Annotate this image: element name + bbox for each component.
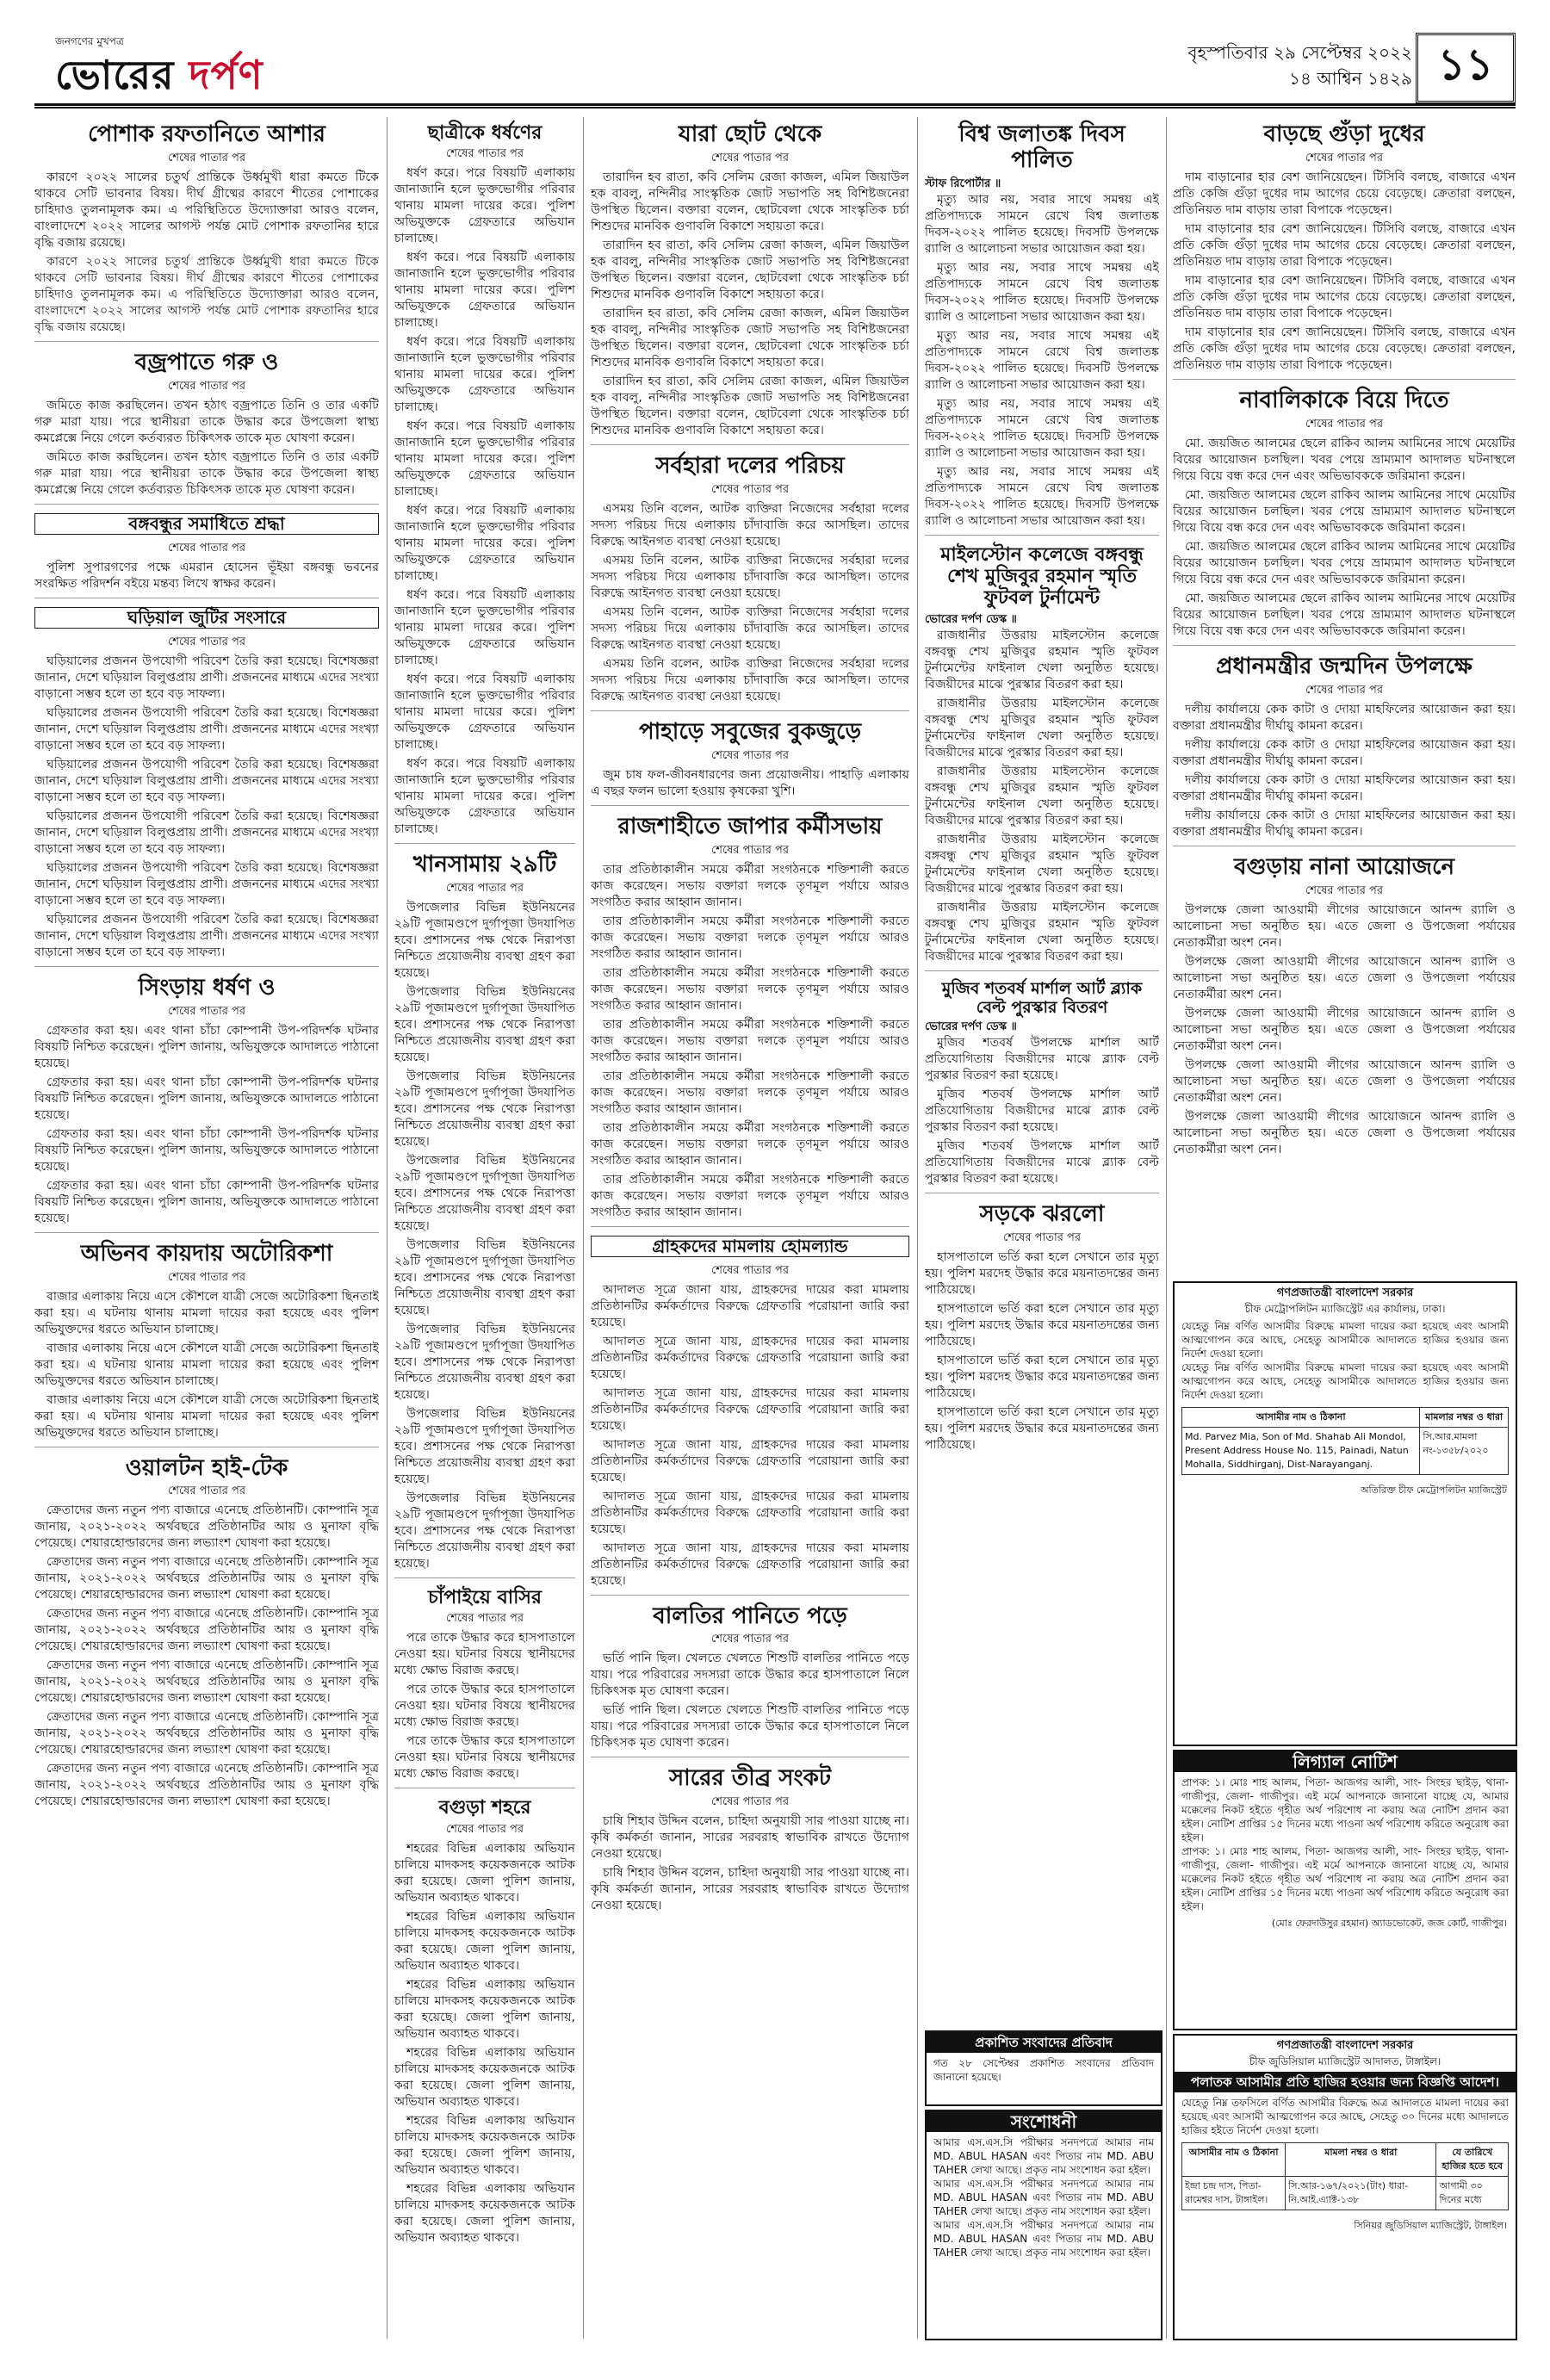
story-body-filler: হাসপাতালে ভর্তি করা হলে সেখানে তার মৃত্যু হয়। পুলিশ মরদেহ উদ্ধার করে ময়নাতদন্তের জন্য পাঠিয়েছে। <box>925 1405 1159 1453</box>
continued-label: শেষের পাতার পর <box>167 379 246 393</box>
column-3 <box>591 117 909 2339</box>
story-body-filler: আদালত সূত্রে জানা যায়, গ্রাহকদের দায়ের করা মামলায় প্রতিষ্ঠানটির কর্মকর্তাদের বিরুদ্ধে গ্রেফতারি পরোয়ানা জারি করা হয়েছে। <box>591 1489 909 1536</box>
headline: নাবালিকাকে বিয়ে দিতে <box>1239 387 1449 413</box>
continued-label: শেষের পাতার পর <box>167 1484 246 1498</box>
story <box>591 444 909 705</box>
story-body-filler: ঘড়িয়ালের প্রজনন উপযোগী পরিবেশ তৈরি করা হয়েছে। বিশেষজ্ঞরা জানান, দেশে ঘড়িয়াল বিলুপ্তপ্রায় প্রাণী। প্রজননের মাধ্যমে এদের সংখ্যা বাড়ানো সম্ভব হলে তা হবে বড় সাফল্য। <box>34 757 379 804</box>
story-body-filler: মো. জয়জিত আলমের ছেলে রাকিব আলম আমিনের সাথে মেয়েটির বিয়ের আয়োজন চলছিল। খবর পেয়ে ভ্রাম্যমাণ আদালত ঘটনাস্থলে গিয়ে বিয়ে বন্ধ করে দেন এবং অভিভাবককে জরিমানা করেন। <box>1173 591 1516 638</box>
story-body-filler: গ্রেফতার করা হয়। এবং থানা চাঁচা কোম্পানী উপ-পরিদর্শক ঘটনার বিষয়টি নিশ্চিত করেছেন। পুলিশ জানায়, অভিযুক্তকে আদালতে পাঠানো হয়েছে। <box>34 1126 379 1174</box>
continued-label: শেষের পাতার পর <box>167 1004 246 1018</box>
column-divider <box>387 117 388 2339</box>
continued-label: শেষের পাতার পর <box>445 882 524 896</box>
ad-govt-title: গণপ্রজাতন্ত্রী বাংলাদেশ সরকার <box>1276 1286 1414 1299</box>
continued-label: শেষের পাতার পর <box>167 541 246 555</box>
story-body-filler: উপজেলার বিভিন্ন ইউনিয়নের ২৯টি পূজামণ্ডপে দুর্গাপূজা উদযাপিত হবে। প্রশাসনের পক্ষ থেকে নিরাপত্তা নিশ্চিতে প্রয়োজনীয় ব্যবস্থা গ্রহণ করা হয়েছে। <box>394 1238 575 1318</box>
ad-body: যেহেতু নিম্ন তফসিলে বর্ণিত আসামীর বিরুদ্ধে অত্র আদালতে মামলা দায়ের করা হয়েছে এবং আসামী আত্মগোপন করে আছে, সেহেতু ৩০ দিনের মধ্যে আদালতে হাজির হইতে নির্দেশ দেওয়া হলো। <box>1181 2097 1509 2136</box>
continued-label: শেষের পাতার পর <box>710 482 790 496</box>
story-body-filler: ঘড়িয়ালের প্রজনন উপযোগী পরিবেশ তৈরি করা হয়েছে। বিশেষজ্ঞরা জানান, দেশে ঘড়িয়াল বিলুপ্তপ্রায় প্রাণী। প্রজননের মাধ্যমে এদের সংখ্যা বাড়ানো সম্ভব হলে তা হবে বড় সাফল্য। <box>34 912 379 959</box>
story-body-filler: তার প্রতিষ্ঠাকালীন সময়ে কর্মীরা সংগঠনকে শক্তিশালী করতে কাজ করেছেন। সভায় বক্তারা দলকে তৃণমূল পর্যায়ে আরও সংগঠিত করার আহ্বান জানান। <box>591 1069 909 1116</box>
story <box>591 805 909 1221</box>
story-body: ক্রেতাদের জন্য নতুন পণ্য বাজারে এনেছে প্রতিষ্ঠানটি। কোম্পানি সূত্র জানায়, ২০২১-২০২২ অর্থবছরে প্রতিষ্ঠানটির আয় ও মুনাফা বৃদ্ধি পেয়েছে। শেয়ারহোল্ডারদের জন্য লভ্যাংশ ঘোষণা করা হয়েছে। <box>34 1503 379 1551</box>
table-header-row <box>1182 2143 1509 2177</box>
table-header: মামলার নম্বর ও ধারা <box>1420 1408 1509 1428</box>
story-body-filler: ধর্ষণ করে। পরে বিষয়টি এলাকায় জানাজানি হলে ভুক্তভোগীর পরিবার থানায় মামলা দায়ের করে। পুলিশ অভিযুক্তকে গ্রেফতারে অভিযান চালাচ্ছে। <box>394 335 575 415</box>
story-body-filler: ঘড়িয়ালের প্রজনন উপযোগী পরিবেশ তৈরি করা হয়েছে। বিশেষজ্ঞরা জানান, দেশে ঘড়িয়াল বিলুপ্তপ্রায় প্রাণী। প্রজননের মাধ্যমে এদের সংখ্যা বাড়ানো সম্ভব হলে তা হবে বড় সাফল্য। <box>34 809 379 856</box>
story-body: জুম চাষ ফল-জীবনধারণের জন্য প্রয়োজনীয়। পাহাড়ি এলাকায় এ বছর ফলন ভালো হওয়ায় কৃষকেরা খুশি। <box>591 767 909 798</box>
story-body-filler: মুজিব শতবর্ষ উপলক্ষে মার্শাল আর্ট প্রতিযোগিতায় বিজয়ীদের মাঝে ব্ল্যাক বেল্ট পুরস্কার বিতরণ করা হয়েছে। <box>925 1139 1159 1187</box>
story-body-filler: ক্রেতাদের জন্য নতুন পণ্য বাজারে এনেছে প্রতিষ্ঠানটি। কোম্পানি সূত্র জানায়, ২০২১-২০২২ অর্থবছরে প্রতিষ্ঠানটির আয় ও মুনাফা বৃদ্ধি পেয়েছে। শেয়ারহোল্ডারদের জন্য লভ্যাংশ ঘোষণা করা হয়েছে। <box>34 1607 379 1654</box>
headline: মাইলস্টোন কলেজে বঙ্গবন্ধু শেখ মুজিবুর রহমান স্মৃতি ফুটবল টুর্নামেন্ট <box>940 542 1144 610</box>
story-body-filler: উপজেলার বিভিন্ন ইউনিয়নের ২৯টি পূজামণ্ডপে দুর্গাপূজা উদযাপিত হবে। প্রশাসনের পক্ষ থেকে নিরাপত্তা নিশ্চিতে প্রয়োজনীয় ব্যবস্থা গ্রহণ করা হয়েছে। <box>394 1069 575 1150</box>
masthead <box>34 33 1516 106</box>
byline: ভোরের দর্পণ ডেস্ক ॥ <box>925 1020 1017 1034</box>
headline: সিংড়ায় ধর্ষণ ও <box>138 974 276 1001</box>
boxed-headline: ঘড়িয়াল জুটির সংসারে <box>34 607 379 629</box>
accused-table <box>1181 2142 1509 2210</box>
story-body: ঘড়িয়ালের প্রজনন উপযোগী পরিবেশ তৈরি করা হয়েছে। বিশেষজ্ঞরা জানান, দেশে ঘড়িয়াল বিলুপ্তপ্রায় প্রাণী। প্রজননের মাধ্যমে এদের সংখ্যা বাড়ানো সম্ভব হলে তা হবে বড় সাফল্য। <box>34 654 379 701</box>
masthead-rule <box>34 107 1516 108</box>
logo-name-a: ভোরের <box>55 52 189 98</box>
correction-notice-ad <box>925 2110 1162 2340</box>
story-body-filler: এসময় তিনি বলেন, আটক ব্যক্তিরা নিজেদের সর্বহারা দলের সদস্য পরিচয় দিয়ে এলাকায় চাঁদাবাজি করে আসছিল। তাদের বিরুদ্ধে আইনগত ব্যবস্থা নেওয়া হয়েছে। <box>591 553 909 600</box>
continued-label: শেষের পাতার পর <box>167 151 246 164</box>
story <box>34 966 379 1227</box>
story-body-filler: উপজেলার বিভিন্ন ইউনিয়নের ২৯টি পূজামণ্ডপে দুর্গাপূজা উদযাপিত হবে। প্রশাসনের পক্ষ থেকে নিরাপত্তা নিশ্চিতে প্রয়োজনীয় ব্যবস্থা গ্রহণ করা হয়েছে। <box>394 1154 575 1234</box>
byline: স্টাফ রিপোর্টার ॥ <box>925 177 1001 190</box>
story-body-filler: দাম বাড়ানোর হার বেশ জানিয়েছেন। টিসিবি বলছে, বাজারে এখন প্রতি কেজি গুঁড়া দুধের দাম আগের চেয়ে বেড়েছে। ক্রেতারা বলছেন, প্রতিনিয়ত দাম বাড়ায় তারা বিপাকে পড়েছেন। <box>1173 221 1516 269</box>
story-body: হাসপাতালে ভর্তি করা হলে সেখানে তার মৃত্যু হয়। পুলিশ মরদেহ উদ্ধার করে ময়নাতদন্তের জন্য পাঠিয়েছে। <box>925 1250 1159 1298</box>
story-body: উপলক্ষে জেলা আওয়ামী লীগের আয়োজনে আনন্দ র‌্যালি ও আলোচনা সভা অনুষ্ঠিত হয়। এতে জেলা ও উপজেলা পর্যায়ের নেতাকর্মীরা অংশ নেন। <box>1173 902 1516 950</box>
continued-label: শেষের পাতার পর <box>710 1795 790 1809</box>
headline: বিশ্ব জলাতঙ্ক দিবস পালিত <box>958 121 1125 173</box>
headline: বগুড়া শহরে <box>438 1796 531 1819</box>
court-notice-ad <box>1173 1281 1517 1746</box>
date-gregorian: বৃহস্পতিবার ২৯ সেপ্টেম্বর ২০২২ <box>1187 42 1412 63</box>
legal-notice-ad <box>1173 1750 1517 2030</box>
story-body: আদালত সূত্রে জানা যায়, গ্রাহকদের দায়ের করা মামলায় প্রতিষ্ঠানটির কর্মকর্তাদের বিরুদ্ধে গ্রেফতারি পরোয়ানা জারি করা হয়েছে। <box>591 1282 909 1329</box>
story <box>925 1193 1159 1453</box>
story-body: মুজিব শতবর্ষ উপলক্ষে মার্শাল আর্ট প্রতিযোগিতায় বিজয়ীদের মাঝে ব্ল্যাক বেল্ট পুরস্কার বিতরণ করা হয়েছে। <box>925 1036 1159 1083</box>
headline: পাহাড়ে সবুজের বুকজুড়ে <box>638 718 862 745</box>
story-body-filler: ধর্ষণ করে। পরে বিষয়টি এলাকায় জানাজানি হলে ভুক্তভোগীর পরিবার থানায় মামলা দায়ের করে। পুলিশ অভিযুক্তকে গ্রেফতারে অভিযান চালাচ্ছে। <box>394 588 575 668</box>
story-body-filler: মো. জয়জিত আলমের ছেলে রাকিব আলম আমিনের সাথে মেয়েটির বিয়ের আয়োজন চলছিল। খবর পেয়ে ভ্রাম্যমাণ আদালত ঘটনাস্থলে গিয়ে বিয়ে বন্ধ করে দেন এবং অভিভাবককে জরিমানা করেন। <box>1173 487 1516 535</box>
headline: বগুড়ায় নানা আয়োজনে <box>1233 853 1455 880</box>
byline: ভোরের দর্পণ ডেস্ক ॥ <box>925 612 1017 626</box>
story-body-filler: মো. জয়জিত আলমের ছেলে রাকিব আলম আমিনের সাথে মেয়েটির বিয়ের আয়োজন চলছিল। খবর পেয়ে ভ্রাম্যমাণ আদালত ঘটনাস্থলে গিয়ে বিয়ে বন্ধ করে দেন এবং অভিভাবককে জরিমানা করেন। <box>1173 539 1516 586</box>
newspaper-logo <box>55 34 264 98</box>
table-cell: সি.আর.মামলা নং-১৩৫৮/২০২০ <box>1420 1428 1509 1475</box>
headline: রাজশাহীতে জাপার কর্মীসভায় <box>617 813 883 840</box>
continued-label: শেষের পাতার পর <box>1305 883 1384 897</box>
story-body-filler: তার প্রতিষ্ঠাকালীন সময়ে কর্মীরা সংগঠনকে শক্তিশালী করতে কাজ করেছেন। সভায় বক্তারা দলকে তৃণমূল পর্যায়ে আরও সংগঠিত করার আহ্বান জানান। <box>591 965 909 1013</box>
story <box>34 504 379 592</box>
headline: খানসামায় ২৯টি <box>412 852 557 878</box>
story-body: গ্রেফতার করা হয়। এবং থানা চাঁচা কোম্পানী উপ-পরিদর্শক ঘটনার বিষয়টি নিশ্চিত করেছেন। পুলিশ জানায়, অভিযুক্তকে আদালতে পাঠানো হয়েছে। <box>34 1023 379 1070</box>
headline: মুজিব শতবর্ষ মার্শাল আর্ট ব্ল্যাক বেল্ট পুরস্কার বিতরণ <box>941 978 1143 1017</box>
story-body-filler: দলীয় কার্যালয়ে কেক কাটা ও দোয়া মাহফিলের আয়োজন করা হয়। বক্তারা প্রধানমন্ত্রীর দীর্ঘায়ু কামনা করেন। <box>1173 808 1516 839</box>
story <box>394 1577 575 1782</box>
story-body-filler: গ্রেফতার করা হয়। এবং থানা চাঁচা কোম্পানী উপ-পরিদর্শক ঘটনার বিষয়টি নিশ্চিত করেছেন। পুলিশ জানায়, অভিযুক্তকে আদালতে পাঠানো হয়েছে। <box>34 1178 379 1225</box>
story <box>394 843 575 1572</box>
headline: বালতির পানিতে পড়ে <box>653 1602 847 1629</box>
story-body-filler: রাজধানীর উত্তরায় মাইলস্টোন কলেজে বঙ্গবন্ধু শেখ মুজিবুর রহমান স্মৃতি ফুটবল টুর্নামেন্টের ফাইনাল খেলা অনুষ্ঠিত হয়েছে। বিজয়ীদের মাঝে পুরস্কার বিতরণ করা হয়। <box>925 764 1159 827</box>
story-body-filler: ঘড়িয়ালের প্রজনন উপযোগী পরিবেশ তৈরি করা হয়েছে। বিশেষজ্ঞরা জানান, দেশে ঘড়িয়াল বিলুপ্তপ্রায় প্রাণী। প্রজননের মাধ্যমে এদের সংখ্যা বাড়ানো সম্ভব হলে তা হবে বড় সাফল্য। <box>34 705 379 753</box>
logo-tagline: জনগণের মুখপত্র <box>55 35 124 47</box>
story-body-filler: আদালত সূত্রে জানা যায়, গ্রাহকদের দায়ের করা মামলায় প্রতিষ্ঠানটির কর্মকর্তাদের বিরুদ্ধে গ্রেফতারি পরোয়ানা জারি করা হয়েছে। <box>591 1385 909 1433</box>
date-block <box>1187 40 1412 91</box>
ad-office-title: চীফ জুডিসিয়াল ম্যাজিস্ট্রেট আদালত, টাঙ্গাইল। <box>1249 2055 1442 2067</box>
table-cell: সি.আর-১৬৭/২০২১(টাং) ধারা- নি.আই.এ্যাক্ট-১৩৮ <box>1286 2177 1436 2210</box>
story-body-filler: উপলক্ষে জেলা আওয়ামী লীগের আয়োজনে আনন্দ র‌্যালি ও আলোচনা সভা অনুষ্ঠিত হয়। এতে জেলা ও উপজেলা পর্যায়ের নেতাকর্মীরা অংশ নেন। <box>1173 1006 1516 1053</box>
story-body: তার প্রতিষ্ঠাকালীন সময়ে কর্মীরা সংগঠনকে শক্তিশালী করতে কাজ করেছেন। সভায় বক্তারা দলকে তৃণমূল পর্যায়ে আরও সংগঠিত করার আহ্বান জানান। <box>591 862 909 909</box>
legal-notice-banner: লিগ্যাল নোটিশ <box>1175 1751 1516 1772</box>
table-header: যে তারিখে হাজির হতে হবে <box>1436 2143 1509 2177</box>
story <box>34 598 379 961</box>
story <box>34 1232 379 1441</box>
story-body-filler: রাজধানীর উত্তরায় মাইলস্টোন কলেজে বঙ্গবন্ধু শেখ মুজিবুর রহমান স্মৃতি ফুটবল টুর্নামেন্টের ফাইনাল খেলা অনুষ্ঠিত হয়েছে। বিজয়ীদের মাঝে পুরস্কার বিতরণ করা হয়। <box>925 832 1159 896</box>
table-header: আসামীর নাম ও ঠিকানা <box>1182 1408 1420 1428</box>
story-body-filler: কারণে ২০২২ সালের চতুর্থ প্রান্তিকে উর্ধ্বমুখী ধারা কমতে টিকে থাকবে সেটি ভাবনার বিষয়। দীর্ঘ গ্রীষ্মের কারণে শীতের পোশাকের চাহিদাও তুলনামূলক কম। এ পরিস্থিতিতে উদ্যোক্তারা আরও বলেন, বাংলাদেশে ২০২২ সালের আগস্ট পর্যন্ত মোট পোশাক রফতানির হারে বৃদ্ধি বজায় রয়েছে। <box>34 254 379 334</box>
table-header: আসামীর নাম ও ঠিকানা <box>1182 2143 1286 2177</box>
headline: সর্বহারা দলের পরিচয় <box>655 452 845 479</box>
ad-office-title: চীফ মেট্রোপলিটন ম্যাজিস্ট্রেট এর কার্যালয়, ঢাকা। <box>1244 1303 1446 1315</box>
continued-label: শেষের পাতার পর <box>710 748 790 762</box>
ad-body: আমার এস.এস.সি পরীক্ষার সনদপত্রে আমার নাম MD. ABUL HASAN এবং পিতার নাম MD. ABU TAHER লেখা আছে। প্রকৃত নাম সংশোধন করা হইল। <box>933 2136 1154 2176</box>
story-body-filler: শহরের বিভিন্ন এলাকায় অভিযান চালিয়ে মাদকসহ কয়েকজনকে আটক করা হয়েছে। জেলা পুলিশ জানায়, অভিযান অব্যাহত থাকবে। <box>394 1977 575 2041</box>
story-body-filler: উপলক্ষে জেলা আওয়ামী লীগের আয়োজনে আনন্দ র‌্যালি ও আলোচনা সভা অনুষ্ঠিত হয়। এতে জেলা ও উপজেলা পর্যায়ের নেতাকর্মীরা অংশ নেন। <box>1173 1057 1516 1105</box>
story-body: পুলিশ সুপারগণের পক্ষে এমরান হোসেন ভূঁইয়া বঙ্গবন্ধু ভবনের সংরক্ষিত পরিদর্শন বইয়ে মন্তব্য লিখে স্বাক্ষর করেন। <box>34 560 379 591</box>
story-body-filler: মৃত্যু আর নয়, সবার সাথে সমন্বয় এই প্রতিপাদ্যকে সামনে রেখে বিশ্ব জলাতঙ্ক দিবস-২০২২ পালিত হয়েছে। দিবসটি উপলক্ষে র‌্যালি ও আলোচনা সভার আয়োজন করা হয়। <box>925 328 1159 392</box>
story-body: বাজার এলাকায় নিয়ে এসে কৌশলে যাত্রী সেজে অটোরিকশা ছিনতাই করা হয়। এ ঘটনায় থানায় মামলা দায়ের করা হয়েছে এবং পুলিশ অভিযুক্তদের ধরতে অভিযান চালাচ্ছে। <box>34 1289 379 1336</box>
story-body-filler: ধর্ষণ করে। পরে বিষয়টি এলাকায় জানাজানি হলে ভুক্তভোগীর পরিবার থানায় মামলা দায়ের করে। পুলিশ অভিযুক্তকে গ্রেফতারে অভিযান চালাচ্ছে। <box>394 672 575 753</box>
column-divider <box>917 117 918 2339</box>
story <box>925 535 1159 965</box>
continued-label: শেষের পাতার পর <box>1305 417 1384 431</box>
story-body-filler: তার প্রতিষ্ঠাকালীন সময়ে কর্মীরা সংগঠনকে শক্তিশালী করতে কাজ করেছেন। সভায় বক্তারা দলকে তৃণমূল পর্যায়ে আরও সংগঠিত করার আহ্বান জানান। <box>591 1172 909 1219</box>
column-divider <box>1166 117 1167 2339</box>
story <box>394 1788 575 2246</box>
story-body-filler: তারাদিন হব রাতা, কবি সেলিম রেজা কাজল, এমিল জিয়াউল হক বাবলু, নন্দিনীর সাংস্কৃতিক জোট সভাপতি সহ বিশিষ্টজনেরা উপস্থিত ছিলেন। বক্তারা বলেন, ছোটবেলা থেকে সাংস্কৃতিক চর্চা শিশুদের মানবিক গুণাবলি বিকাশে সহায়তা করে। <box>591 238 909 301</box>
ad-body-filler: যেহেতু নিম্ন বর্ণিত আসামীর বিরুদ্ধে মামলা দায়ের করা হয়েছে এবং আসামী আত্মগোপন করে আছে, সেহেতু আসামীকে আদালতে হাজির হওয়ার জন্য নির্দেশ দেওয়া হলো। <box>1181 1361 1509 1401</box>
ad-body-filler: প্রাপক: ১। মোঃ শাহ আলম, পিতা- আজগর আলী, সাং- সিংহর ছাইড়, থানা- গাজীপুর, জেলা- গাজীপুর। এই মর্মে আপনাকে জানানো যাচ্ছে যে, আমার মক্কেলের নিকট হইতে গৃহীত অর্থ পরিশোধ না করায় অত্র নোটিশ প্রদান করা হইল। নোটিশ প্রাপ্তির ১৫ দিনের মধ্যে পাওনা অর্থ পরিশোধ করিতে অনুরোধ করা হইল। <box>1181 1845 1509 1912</box>
headline: সারের তীব্র সংকট <box>668 1765 832 1792</box>
story-body-filler: তার প্রতিষ্ঠাকালীন সময়ে কর্মীরা সংগঠনকে শক্তিশালী করতে কাজ করেছেন। সভায় বক্তারা দলকে তৃণমূল পর্যায়ে আরও সংগঠিত করার আহ্বান জানান। <box>591 1017 909 1064</box>
story-body-filler: ক্রেতাদের জন্য নতুন পণ্য বাজারে এনেছে প্রতিষ্ঠানটি। কোম্পানি সূত্র জানায়, ২০২১-২০২২ অর্থবছরে প্রতিষ্ঠানটির আয় ও মুনাফা বৃদ্ধি পেয়েছে। শেয়ারহোল্ডারদের জন্য লভ্যাংশ ঘোষণা করা হয়েছে। <box>34 1658 379 1706</box>
column-divider <box>583 117 584 2339</box>
continued-label: শেষের পাতার পর <box>445 1612 524 1626</box>
story-body-filler: ক্রেতাদের জন্য নতুন পণ্য বাজারে এনেছে প্রতিষ্ঠানটি। কোম্পানি সূত্র জানায়, ২০২১-২০২২ অর্থবছরে প্রতিষ্ঠানটির আয় ও মুনাফা বৃদ্ধি পেয়েছে। শেয়ারহোল্ডারদের জন্য লভ্যাংশ ঘোষণা করা হয়েছে। <box>34 1555 379 1602</box>
ad-body-filler: আমার এস.এস.সি পরীক্ষার সনদপত্রে আমার নাম MD. ABUL HASAN এবং পিতার নাম MD. ABU TAHER লেখা আছে। প্রকৃত নাম সংশোধন করা হইল। <box>933 2219 1154 2259</box>
story-body: দাম বাড়ানোর হার বেশ জানিয়েছেন। টিসিবি বলছে, বাজারে এখন প্রতি কেজি গুঁড়া দুধের দাম আগের চেয়ে বেড়েছে। ক্রেতারা বলছেন, প্রতিনিয়ত দাম বাড়ায় তারা বিপাকে পড়েছেন। <box>1173 170 1516 217</box>
continued-label: শেষের পাতার পর <box>1305 683 1384 697</box>
table-header-row <box>1182 1408 1509 1428</box>
ad-body: প্রাপক: ১। মোঃ শাহ আলম, পিতা- আজগর আলী, সাং- সিংহর ছাইড়, থানা- গাজীপুর, জেলা- গাজীপুর। এই মর্মে আপনাকে জানানো যাচ্ছে যে, আমার মক্কেলের নিকট হইতে গৃহীত অর্থ পরিশোধ না করায় অত্র নোটিশ প্রদান করা হইল। নোটিশ প্রাপ্তির ১৫ দিনের মধ্যে পাওনা অর্থ পরিশোধ করিতে অনুরোধ করা হইল। <box>1181 1776 1509 1844</box>
ad-signature: সিনিয়র জুডিসিয়াল ম্যাজিস্ট্রেট, টাঙ্গাইল। <box>1354 2220 1507 2231</box>
story-body-filler: আদালত সূত্রে জানা যায়, গ্রাহকদের দায়ের করা মামলায় প্রতিষ্ঠানটির কর্মকর্তাদের বিরুদ্ধে গ্রেফতারি পরোয়ানা জারি করা হয়েছে। <box>591 1540 909 1588</box>
story-body-filler: মৃত্যু আর নয়, সবার সাথে সমন্বয় এই প্রতিপাদ্যকে সামনে রেখে বিশ্ব জলাতঙ্ক দিবস-২০২২ পালিত হয়েছে। দিবসটি উপলক্ষে র‌্যালি ও আলোচনা সভার আয়োজন করা হয়। <box>925 464 1159 528</box>
column-1 <box>34 117 379 2339</box>
story-body-filler: শহরের বিভিন্ন এলাকায় অভিযান চালিয়ে মাদকসহ কয়েকজনকে আটক করা হয়েছে। জেলা পুলিশ জানায়, অভিযান অব্যাহত থাকবে। <box>394 2181 575 2245</box>
story-body-filler: তারাদিন হব রাতা, কবি সেলিম রেজা কাজল, এমিল জিয়াউল হক বাবলু, নন্দিনীর সাংস্কৃতিক জোট সভাপতি সহ বিশিষ্টজনেরা উপস্থিত ছিলেন। বক্তারা বলেন, ছোটবেলা থেকে সাংস্কৃতিক চর্চা শিশুদের মানবিক গুণাবলি বিকাশে সহায়তা করে। <box>591 374 909 437</box>
story-body-filler: উপজেলার বিভিন্ন ইউনিয়নের ২৯টি পূজামণ্ডপে দুর্গাপূজা উদযাপিত হবে। প্রশাসনের পক্ষ থেকে নিরাপত্তা নিশ্চিতে প্রয়োজনীয় ব্যবস্থা গ্রহণ করা হয়েছে। <box>394 985 575 1065</box>
continued-label: শেষের পাতার পর <box>167 635 246 648</box>
story <box>591 1226 909 1590</box>
story-body-filler: হাসপাতালে ভর্তি করা হলে সেখানে তার মৃত্যু হয়। পুলিশ মরদেহ উদ্ধার করে ময়নাতদন্তের জন্য পাঠিয়েছে। <box>925 1354 1159 1401</box>
continued-label: শেষের পাতার পর <box>1002 1231 1082 1245</box>
headline: চাঁপাইয়ে বাসির <box>427 1586 542 1609</box>
table-header: মামলা নম্বর ও ধারা <box>1286 2143 1436 2177</box>
notice-banner: পলাতক আসামীর প্রতি হাজির হওয়ার জন্য বিজ্ঞপ্তি আদেশ। <box>1175 2072 1516 2092</box>
story-body-filler: এসময় তিনি বলেন, আটক ব্যক্তিরা নিজেদের সর্বহারা দলের সদস্য পরিচয় দিয়ে এলাকায় চাঁদাবাজি করে আসছিল। তাদের বিরুদ্ধে আইনগত ব্যবস্থা নেওয়া হয়েছে। <box>591 604 909 652</box>
story-body: উপজেলার বিভিন্ন ইউনিয়নের ২৯টি পূজামণ্ডপে দুর্গাপূজা উদযাপিত হবে। প্রশাসনের পক্ষ থেকে নিরাপত্তা নিশ্চিতে প্রয়োজনীয় ব্যবস্থা গ্রহণ করা হয়েছে। <box>394 901 575 981</box>
table-row <box>1182 1428 1509 1475</box>
continued-label: শেষের পাতার পর <box>167 1270 246 1284</box>
ad-body-filler: আমার এস.এস.সি পরীক্ষার সনদপত্রে আমার নাম MD. ABUL HASAN এবং পিতার নাম MD. ABU TAHER লেখা আছে। প্রকৃত নাম সংশোধন করা হইল। <box>933 2178 1154 2217</box>
story-body-filler: পরে তাকে উদ্ধার করে হাসপাতালে নেওয়া হয়। ঘটনার বিষয়ে স্থানীয়দের মধ্যে ক্ষোভ বিরাজ করছে। <box>394 1683 575 1730</box>
accused-table <box>1181 1407 1509 1475</box>
story-body-filler: উপলক্ষে জেলা আওয়ামী লীগের আয়োজনে আনন্দ র‌্যালি ও আলোচনা সভা অনুষ্ঠিত হয়। এতে জেলা ও উপজেলা পর্যায়ের নেতাকর্মীরা অংশ নেন। <box>1173 954 1516 1001</box>
headline: প্রধানমন্ত্রীর জন্মদিন উপলক্ষে <box>1216 653 1472 679</box>
headline: বাড়ছে গুঁড়া দুধের <box>1263 121 1425 147</box>
story-body-filler: তারাদিন হব রাতা, কবি সেলিম রেজা কাজল, এমিল জিয়াউল হক বাবলু, নন্দিনীর সাংস্কৃতিক জোট সভাপতি সহ বিশিষ্টজনেরা উপস্থিত ছিলেন। বক্তারা বলেন, ছোটবেলা থেকে সাংস্কৃতিক চর্চা শিশুদের মানবিক গুণাবলি বিকাশে সহায়তা করে। <box>591 306 909 369</box>
story <box>591 1757 909 1914</box>
story-body-filler: ধর্ষণ করে। পরে বিষয়টি এলাকায় জানাজানি হলে ভুক্তভোগীর পরিবার থানায় মামলা দায়ের করে। পুলিশ অভিযুক্তকে গ্রেফতারে অভিযান চালাচ্ছে। <box>394 504 575 584</box>
headline: ওয়ালটন হাই-টেক <box>125 1454 288 1481</box>
column-2 <box>394 117 575 2339</box>
story-body: চাষি শিহাব উদ্দিন বলেন, চাহিদা অনুযায়ী সার পাওয়া যাচ্ছে না। কৃষি কর্মকর্তা জানান, সারের সরবরাহ স্বাভাবিক রাখতে উদ্যোগ নেওয়া হয়েছে। <box>591 1814 909 1862</box>
story-body-filler: উপজেলার বিভিন্ন ইউনিয়নের ২৯টি পূজামণ্ডপে দুর্গাপূজা উদযাপিত হবে। প্রশাসনের পক্ষ থেকে নিরাপত্তা নিশ্চিতে প্রয়োজনীয় ব্যবস্থা গ্রহণ করা হয়েছে। <box>394 1491 575 1571</box>
story-body-filler: দাম বাড়ানোর হার বেশ জানিয়েছেন। টিসিবি বলছে, বাজারে এখন প্রতি কেজি গুঁড়া দুধের দাম আগের চেয়ে বেড়েছে। ক্রেতারা বলছেন, প্রতিনিয়ত দাম বাড়ায় তারা বিপাকে পড়েছেন। <box>1173 325 1516 372</box>
story-body-filler: আদালত সূত্রে জানা যায়, গ্রাহকদের দায়ের করা মামলায় প্রতিষ্ঠানটির কর্মকর্তাদের বিরুদ্ধে গ্রেফতারি পরোয়ানা জারি করা হয়েছে। <box>591 1334 909 1381</box>
ad-signature: অতিরিক্ত চীফ মেট্রোপলিটন ম্যাজিস্ট্রেট <box>1360 1484 1507 1496</box>
story-body-filler: শহরের বিভিন্ন এলাকায় অভিযান চালিয়ে মাদকসহ কয়েকজনকে আটক করা হয়েছে। জেলা পুলিশ জানায়, অভিযান অব্যাহত থাকবে। <box>394 2113 575 2177</box>
story <box>1173 645 1516 840</box>
headline: পোশাক রফতানিতে আশার <box>88 121 326 147</box>
correction-banner: সংশোধনী <box>927 2111 1161 2132</box>
story-body: তারাদিন হব রাতা, কবি সেলিম রেজা কাজল, এমিল জিয়াউল হক বাবলু, নন্দিনীর সাংস্কৃতিক জোট সভাপতি সহ বিশিষ্টজনেরা উপস্থিত ছিলেন। বক্তারা বলেন, ছোটবেলা থেকে সাংস্কৃতিক চর্চা শিশুদের মানবিক গুণাবলি বিকাশে সহায়তা করে। <box>591 170 909 233</box>
headline: যারা ছোট থেকে <box>678 121 822 147</box>
table-cell: ইন্দ্রা চন্দ্র দাস, পিতা- রামেশ্বর দাস, টাঙ্গাইল। <box>1182 2177 1286 2210</box>
story-body-filler: রাজধানীর উত্তরায় মাইলস্টোন কলেজে বঙ্গবন্ধু শেখ মুজিবুর রহমান স্মৃতি ফুটবল টুর্নামেন্টের ফাইনাল খেলা অনুষ্ঠিত হয়েছে। বিজয়ীদের মাঝে পুরস্কার বিতরণ করা হয়। <box>925 900 1159 964</box>
story-body: মৃত্যু আর নয়, সবার সাথে সমন্বয় এই প্রতিপাদ্যকে সামনে রেখে বিশ্ব জলাতঙ্ক দিবস-২০২২ পালিত হয়েছে। দিবসটি উপলক্ষে র‌্যালি ও আলোচনা সভার আয়োজন করা হয়। <box>925 192 1159 256</box>
story-body-filler: বাজার এলাকায় নিয়ে এসে কৌশলে যাত্রী সেজে অটোরিকশা ছিনতাই করা হয়। এ ঘটনায় থানায় মামলা দায়ের করা হয়েছে এবং পুলিশ অভিযুক্তদের ধরতে অভিযান চালাচ্ছে। <box>34 1341 379 1388</box>
story-body-filler: তার প্রতিষ্ঠাকালীন সময়ে কর্মীরা সংগঠনকে শক্তিশালী করতে কাজ করেছেন। সভায় বক্তারা দলকে তৃণমূল পর্যায়ে আরও সংগঠিত করার আহ্বান জানান। <box>591 914 909 961</box>
story-body-filler: ধর্ষণ করে। পরে বিষয়টি এলাকায় জানাজানি হলে ভুক্তভোগীর পরিবার থানায় মামলা দায়ের করে। পুলিশ অভিযুক্তকে গ্রেফতারে অভিযান চালাচ্ছে। <box>394 251 575 331</box>
story-body: কারণে ২০২২ সালের চতুর্থ প্রান্তিকে উর্ধ্বমুখী ধারা কমতে টিকে থাকবে সেটি ভাবনার বিষয়। দীর্ঘ গ্রীষ্মের কারণে শীতের পোশাকের চাহিদাও তুলনামূলক কম। এ পরিস্থিতিতে উদ্যোক্তারা আরও বলেন, বাংলাদেশে ২০২২ সালের আগস্ট পর্যন্ত মোট পোশাক রফতানির হারে বৃদ্ধি বজায় রয়েছে। <box>34 170 379 250</box>
story-body-filler: উপজেলার বিভিন্ন ইউনিয়নের ২৯টি পূজামণ্ডপে দুর্গাপূজা উদযাপিত হবে। প্রশাসনের পক্ষ থেকে নিরাপত্তা নিশ্চিতে প্রয়োজনীয় ব্যবস্থা গ্রহণ করা হয়েছে। <box>394 1407 575 1487</box>
story-body: দলীয় কার্যালয়ে কেক কাটা ও দোয়া মাহফিলের আয়োজন করা হয়। বক্তারা প্রধানমন্ত্রীর দীর্ঘায়ু কামনা করেন। <box>1173 702 1516 733</box>
story-body-filler: উপজেলার বিভিন্ন ইউনিয়নের ২৯টি পূজামণ্ডপে দুর্গাপূজা উদযাপিত হবে। প্রশাসনের পক্ষ থেকে নিরাপত্তা নিশ্চিতে প্রয়োজনীয় ব্যবস্থা গ্রহণ করা হয়েছে। <box>394 1323 575 1403</box>
headline: অভিনব কায়দায় অটোরিকশা <box>80 1240 333 1267</box>
protest-notice-ad <box>925 2030 1162 2106</box>
story-body-filler: জমিতে কাজ করছিলেন। তখন হঠাৎ বজ্রপাতে তিনি ও তার একটি গরু মারা যায়। পরে স্থানীয়রা তাকে উদ্ধার করে উপজেলা স্বাস্থ্য কমপ্লেক্সে নিয়ে গেলে কর্তব্যরত চিকিৎসক তাকে মৃত ঘোষণা করেন। <box>34 449 379 497</box>
table-cell: আগামী ৩০ দিনের মধ্যে <box>1436 2177 1509 2210</box>
continued-label: শেষের পাতার পর <box>445 147 524 161</box>
story-body-filler: উপলক্ষে জেলা আওয়ামী লীগের আয়োজনে আনন্দ র‌্যালি ও আলোচনা সভা অনুষ্ঠিত হয়। এতে জেলা ও উপজেলা পর্যায়ের নেতাকর্মীরা অংশ নেন। <box>1173 1109 1516 1156</box>
continued-label: শেষের পাতার পর <box>445 1822 524 1836</box>
story-body-filler: মুজিব শতবর্ষ উপলক্ষে মার্শাল আর্ট প্রতিযোগিতায় বিজয়ীদের মাঝে ব্ল্যাক বেল্ট পুরস্কার বিতরণ করা হয়েছে। <box>925 1088 1159 1135</box>
table-cell: Md. Parvez Mia, Son of Md. Shahab Ali Mondol, Present Address House No. 115, Painadi, Natun Mohalla, Siddhirganj, Dist-Narayanganj. <box>1182 1428 1420 1475</box>
logo-name-b: দর্পণ <box>189 52 264 98</box>
story-body-filler: মৃত্যু আর নয়, সবার সাথে সমন্বয় এই প্রতিপাদ্যকে সামনে রেখে বিশ্ব জলাতঙ্ক দিবস-২০২২ পালিত হয়েছে। দিবসটি উপলক্ষে র‌্যালি ও আলোচনা সভার আয়োজন করা হয়। <box>925 396 1159 460</box>
story-body-filler: তার প্রতিষ্ঠাকালীন সময়ে কর্মীরা সংগঠনকে শক্তিশালী করতে কাজ করেছেন। সভায় বক্তারা দলকে তৃণমূল পর্যায়ে আরও সংগঠিত করার আহ্বান জানান। <box>591 1120 909 1168</box>
story-body: এসময় তিনি বলেন, আটক ব্যক্তিরা নিজেদের সর্বহারা দলের সদস্য পরিচয় দিয়ে এলাকায় চাঁদাবাজি করে আসছিল। তাদের বিরুদ্ধে আইনগত ব্যবস্থা নেওয়া হয়েছে। <box>591 501 909 549</box>
ad-body: যেহেতু নিম্ন বর্ণিত আসামীর বিরুদ্ধে মামলা দায়ের করা হয়েছে এবং আসামী আত্মগোপন করে আছে, সেহেতু আসামীকে আদালতে হাজির হওয়ার জন্য নির্দেশ দেওয়া হলো। <box>1181 1320 1509 1360</box>
story-body: ধর্ষণ করে। পরে বিষয়টি এলাকায় জানাজানি হলে ভুক্তভোগীর পরিবার থানায় মামলা দায়ের করে। পুলিশ অভিযুক্তকে গ্রেফতারে অভিযান চালাচ্ছে। <box>394 166 575 246</box>
boxed-headline: বঙ্গবন্ধুর সমাধিতে শ্রদ্ধা <box>34 513 379 535</box>
story-body-filler: হাসপাতালে ভর্তি করা হলে সেখানে তার মৃত্যু হয়। পুলিশ মরদেহ উদ্ধার করে ময়নাতদন্তের জন্য পাঠিয়েছে। <box>925 1302 1159 1349</box>
story-body-filler: চাষি শিহাব উদ্দিন বলেন, চাহিদা অনুযায়ী সার পাওয়া যাচ্ছে না। কৃষি কর্মকর্তা জানান, সারের সরবরাহ স্বাভাবিক রাখতে উদ্যোগ নেওয়া হয়েছে। <box>591 1866 909 1913</box>
story-body-filler: এসময় তিনি বলেন, আটক ব্যক্তিরা নিজেদের সর্বহারা দলের সদস্য পরিচয় দিয়ে এলাকায় চাঁদাবাজি করে আসছিল। তাদের বিরুদ্ধে আইনগত ব্যবস্থা নেওয়া হয়েছে। <box>591 656 909 703</box>
story-body-filler: ধর্ষণ করে। পরে বিষয়টি এলাকায় জানাজানি হলে ভুক্তভোগীর পরিবার থানায় মামলা দায়ের করে। পুলিশ অভিযুক্তকে গ্রেফতারে অভিযান চালাচ্ছে। <box>394 419 575 499</box>
ad-govt-title: গণপ্রজাতন্ত্রী বাংলাদেশ সরকার <box>1276 2039 1414 2052</box>
story <box>1173 846 1516 1158</box>
headline: বজ্রপাতে গরু ও <box>134 349 279 375</box>
boxed-headline: গ্রাহকদের মামলায় হোমল্যান্ড <box>591 1236 909 1257</box>
story-body: জমিতে কাজ করছিলেন। তখন হঠাৎ বজ্রপাতে তিনি ও তার একটি গরু মারা যায়। পরে স্থানীয়রা তাকে উদ্ধার করে উপজেলা স্বাস্থ্য কমপ্লেক্সে নিয়ে গেলে কর্তব্যরত চিকিৎসক তাকে মৃত ঘোষণা করেন। <box>34 398 379 445</box>
story-body-filler: আদালত সূত্রে জানা যায়, গ্রাহকদের দায়ের করা মামলায় প্রতিষ্ঠানটির কর্মকর্তাদের বিরুদ্ধে গ্রেফতারি পরোয়ানা জারি করা হয়েছে। <box>591 1437 909 1484</box>
story <box>34 1447 379 1811</box>
story-body-filler: ক্রেতাদের জন্য নতুন পণ্য বাজারে এনেছে প্রতিষ্ঠানটি। কোম্পানি সূত্র জানায়, ২০২১-২০২২ অর্থবছরে প্রতিষ্ঠানটির আয় ও মুনাফা বৃদ্ধি পেয়েছে। শেয়ারহোল্ডারদের জন্য লভ্যাংশ ঘোষণা করা হয়েছে। <box>34 1762 379 1809</box>
story-body-filler: রাজধানীর উত্তরায় মাইলস্টোন কলেজে বঙ্গবন্ধু শেখ মুজিবুর রহমান স্মৃতি ফুটবল টুর্নামেন্টের ফাইনাল খেলা অনুষ্ঠিত হয়েছে। বিজয়ীদের মাঝে পুরস্কার বিতরণ করা হয়। <box>925 696 1159 759</box>
story-body-filler: দলীয় কার্যালয়ে কেক কাটা ও দোয়া মাহফিলের আয়োজন করা হয়। বক্তারা প্রধানমন্ত্রীর দীর্ঘায়ু কামনা করেন। <box>1173 772 1516 803</box>
story-body: ভর্তি পানি ছিল। খেলতে খেলতে শিশুটি বালতির পানিতে পড়ে যায়। পরে পরিবারের সদস্যরা তাকে উদ্ধার করে হাসপাতালে নিলে চিকিৎসক মৃত ঘোষণা করেন। <box>591 1652 909 1699</box>
story-body-filler: শহরের বিভিন্ন এলাকায় অভিযান চালিয়ে মাদকসহ কয়েকজনকে আটক করা হয়েছে। জেলা পুলিশ জানায়, অভিযান অব্যাহত থাকবে। <box>394 2045 575 2109</box>
story <box>34 341 379 499</box>
date-bengali: ১৪ আশ্বিন ১৪২৯ <box>1288 68 1412 89</box>
story-body: শহরের বিভিন্ন এলাকায় অভিযান চালিয়ে মাদকসহ কয়েকজনকে আটক করা হয়েছে। জেলা পুলিশ জানায়, অভিযান অব্যাহত থাকবে। <box>394 1841 575 1905</box>
story-body-filler: দলীয় কার্যালয়ে কেক কাটা ও দোয়া মাহফিলের আয়োজন করা হয়। বক্তারা প্রধানমন্ত্রীর দীর্ঘায়ু কামনা করেন। <box>1173 737 1516 768</box>
story-body-filler: গ্রেফতার করা হয়। এবং থানা চাঁচা কোম্পানী উপ-পরিদর্শক ঘটনার বিষয়টি নিশ্চিত করেছেন। পুলিশ জানায়, অভিযুক্তকে আদালতে পাঠানো হয়েছে। <box>34 1075 379 1122</box>
story <box>591 710 909 800</box>
continued-label: শেষের পাতার পর <box>710 1633 790 1646</box>
ad-body: গত ২৮ সেপ্টেম্বর প্রকাশিত সংবাদের প্রতিবাদ জানানো হয়েছে। <box>933 2057 1154 2083</box>
story <box>591 1595 909 1752</box>
story-body-filler: বাজার এলাকায় নিয়ে এসে কৌশলে যাত্রী সেজে অটোরিকশা ছিনতাই করা হয়। এ ঘটনায় থানায় মামলা দায়ের করা হয়েছে এবং পুলিশ অভিযুক্তদের ধরতে অভিযান চালাচ্ছে। <box>34 1392 379 1440</box>
story <box>1173 379 1516 640</box>
story-body: মো. জয়জিত আলমের ছেলে রাকিব আলম আমিনের সাথে মেয়েটির বিয়ের আয়োজন চলছিল। খবর পেয়ে ভ্রাম্যমাণ আদালত ঘটনাস্থলে গিয়ে বিয়ে বন্ধ করে দেন এবং অভিভাবককে জরিমানা করেন। <box>1173 436 1516 483</box>
headline: ছাত্রীকে ধর্ষণের <box>427 121 542 144</box>
continued-label: শেষের পাতার পর <box>710 151 790 164</box>
story-body-filler: ঘড়িয়ালের প্রজনন উপযোগী পরিবেশ তৈরি করা হয়েছে। বিশেষজ্ঞরা জানান, দেশে ঘড়িয়াল বিলুপ্তপ্রায় প্রাণী। প্রজননের মাধ্যমে এদের সংখ্যা বাড়ানো সম্ভব হলে তা হবে বড় সাফল্য। <box>34 860 379 908</box>
continued-label: শেষের পাতার পর <box>1305 151 1384 164</box>
column-4 <box>925 117 1159 2106</box>
page-number: ১১ <box>1416 33 1516 103</box>
story-body-filler: ধর্ষণ করে। পরে বিষয়টি এলাকায় জানাজানি হলে ভুক্তভোগীর পরিবার থানায় মামলা দায়ের করে। পুলিশ অভিযুক্তকে গ্রেফতারে অভিযান চালাচ্ছে। <box>394 757 575 837</box>
story-body-filler: শহরের বিভিন্ন এলাকায় অভিযান চালিয়ে মাদকসহ কয়েকজনকে আটক করা হয়েছে। জেলা পুলিশ জানায়, অভিযান অব্যাহত থাকবে। <box>394 1909 575 1973</box>
absconding-notice-ad <box>1173 2034 1517 2340</box>
story-body-filler: ভর্তি পানি ছিল। খেলতে খেলতে শিশুটি বালতির পানিতে পড়ে যায়। পরে পরিবারের সদস্যরা তাকে উদ্ধার করে হাসপাতালে নিলে চিকিৎসক মৃত ঘোষণা করেন। <box>591 1703 909 1751</box>
ad-signature: (মোঃ ফেরদাউসুর রহমান) অ্যাডভোকেট, জজ কোর্ট, গাজীপুর। <box>1271 1918 1507 1929</box>
story-body-filler: দাম বাড়ানোর হার বেশ জানিয়েছেন। টিসিবি বলছে, বাজারে এখন প্রতি কেজি গুঁড়া দুধের দাম আগের চেয়ে বেড়েছে। ক্রেতারা বলছেন, প্রতিনিয়ত দাম বাড়ায় তারা বিপাকে পড়েছেন। <box>1173 273 1516 320</box>
story-body: রাজধানীর উত্তরায় মাইলস্টোন কলেজে বঙ্গবন্ধু শেখ মুজিবুর রহমান স্মৃতি ফুটবল টুর্নামেন্টের ফাইনাল খেলা অনুষ্ঠিত হয়েছে। বিজয়ীদের মাঝে পুরস্কার বিতরণ করা হয়। <box>925 628 1159 691</box>
table-row <box>1182 2177 1509 2210</box>
story-body-filler: ক্রেতাদের জন্য নতুন পণ্য বাজারে এনেছে প্রতিষ্ঠানটি। কোম্পানি সূত্র জানায়, ২০২১-২০২২ অর্থবছরে প্রতিষ্ঠানটির আয় ও মুনাফা বৃদ্ধি পেয়েছে। শেয়ারহোল্ডারদের জন্য লভ্যাংশ ঘোষণা করা হয়েছে। <box>34 1710 379 1757</box>
headline: সড়কে ঝরলো <box>979 1201 1105 1228</box>
story-body-filler: পরে তাকে উদ্ধার করে হাসপাতালে নেওয়া হয়। ঘটনার বিষয়ে স্থানীয়দের মধ্যে ক্ষোভ বিরাজ করছে। <box>394 1734 575 1782</box>
continued-label: শেষের পাতার পর <box>710 843 790 857</box>
protest-banner: প্রকাশিত সংবাদের প্রতিবাদ <box>927 2032 1161 2053</box>
continued-label: শেষের পাতার পর <box>710 1263 790 1277</box>
column-5 <box>1173 117 1516 1262</box>
story-body: পরে তাকে উদ্ধার করে হাসপাতালে নেওয়া হয়। ঘটনার বিষয়ে স্থানীয়দের মধ্যে ক্ষোভ বিরাজ করছে। <box>394 1631 575 1678</box>
story <box>925 970 1159 1188</box>
story-body-filler: মৃত্যু আর নয়, সবার সাথে সমন্বয় এই প্রতিপাদ্যকে সামনে রেখে বিশ্ব জলাতঙ্ক দিবস-২০২২ পালিত হয়েছে। দিবসটি উপলক্ষে র‌্যালি ও আলোচনা সভার আয়োজন করা হয়। <box>925 260 1159 324</box>
